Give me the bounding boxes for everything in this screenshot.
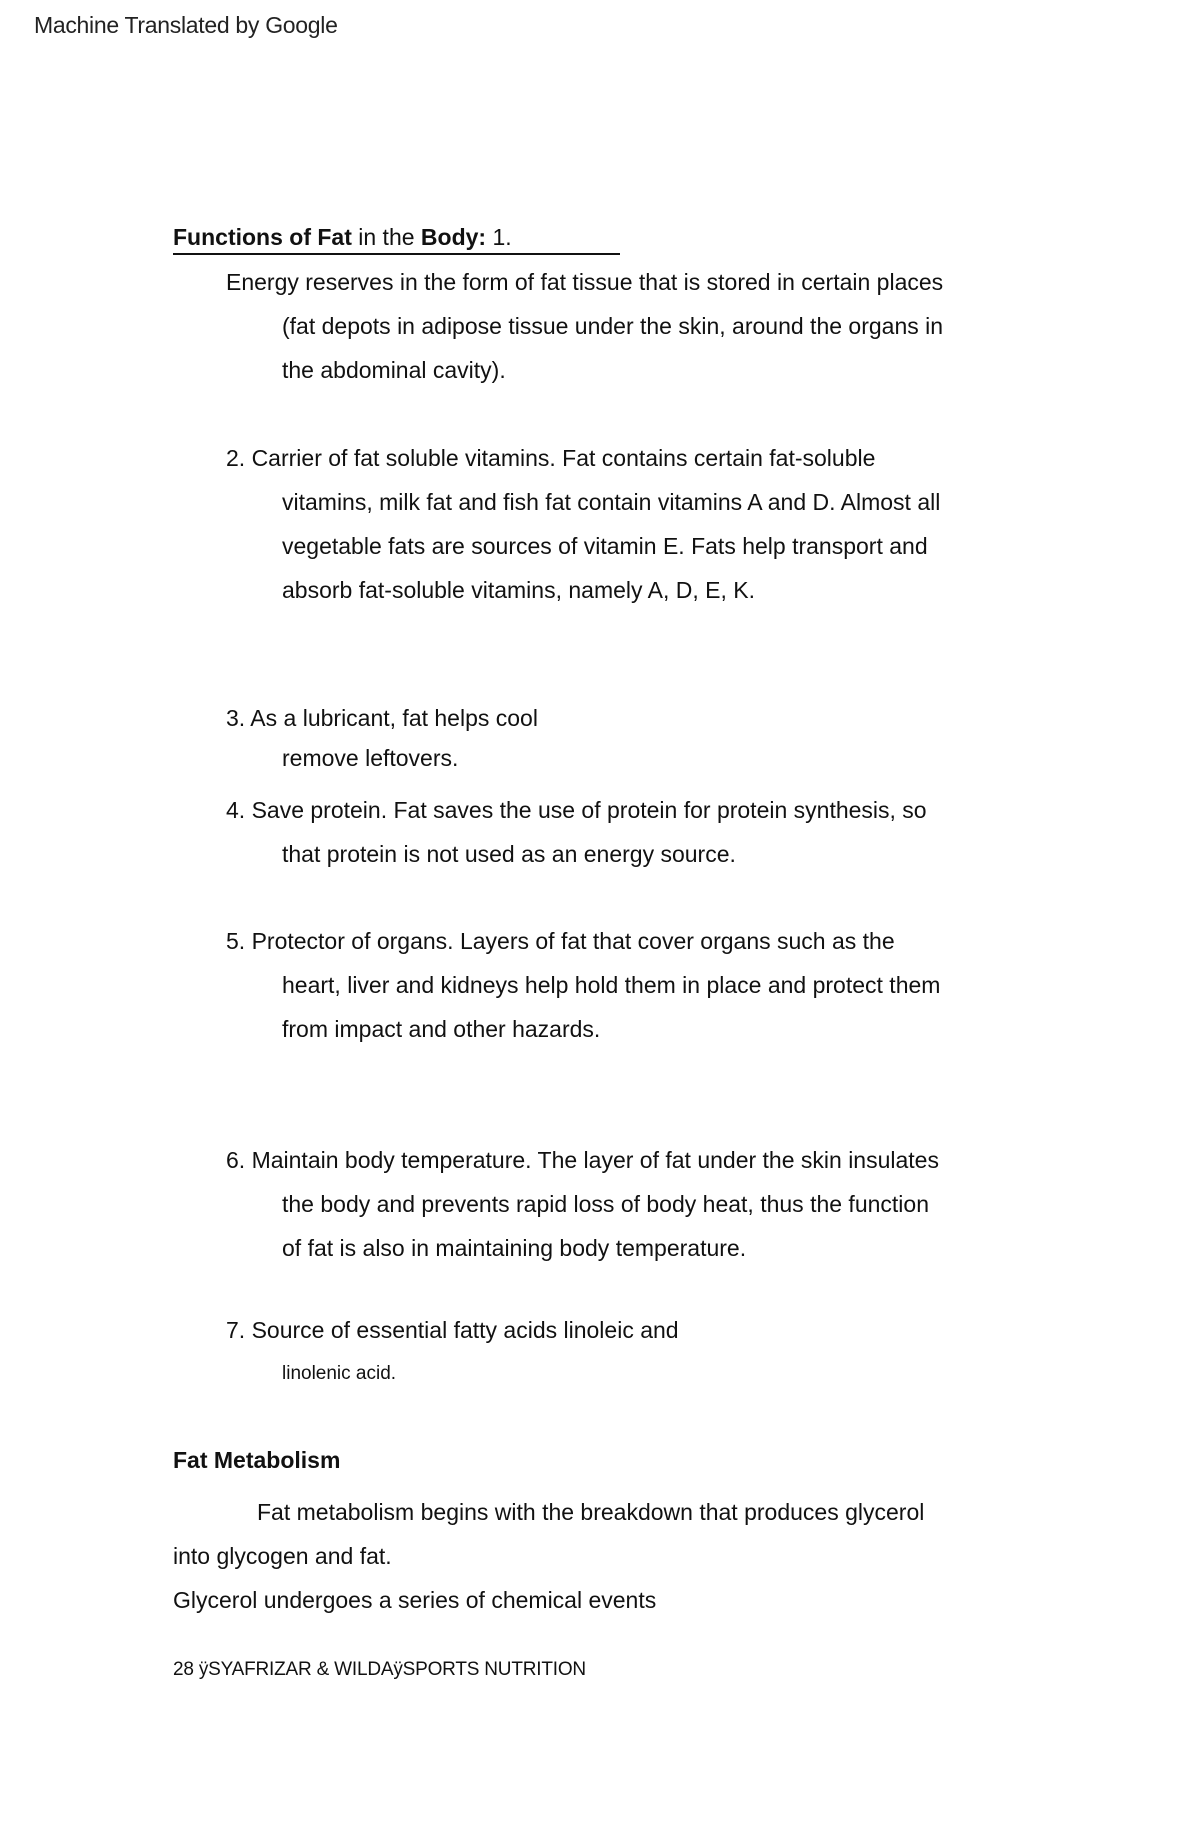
- list-item-line: (fat depots in adipose tissue under the skin, around the organs in: [282, 313, 944, 339]
- list-item-7: [226, 1308, 1046, 1396]
- list-item-4: [226, 788, 1046, 876]
- list-item-1: [226, 260, 1046, 392]
- page-footer: 28 ÿSYAFRIZAR & WILDAÿSPORTS NUTRITION: [173, 1659, 586, 1680]
- translation-banner: Machine Translated by Google: [34, 12, 338, 38]
- functions-heading: [173, 224, 620, 255]
- list-item-5: [226, 919, 1046, 1051]
- list-item-line: remove leftovers.: [282, 745, 459, 771]
- list-item-line: linolenic acid.: [282, 1363, 397, 1384]
- list-item-line: 4. Save protein. Fat saves the use of protein for protein synthesis, so: [226, 797, 927, 823]
- list-item-line: 5. Protector of organs. Layers of fat that cover organs such as the: [226, 928, 895, 954]
- list-item-line: of fat is also in maintaining body temperature.: [282, 1235, 747, 1261]
- heading-number: 1.: [486, 224, 512, 250]
- list-item-line: vegetable fats are sources of vitamin E. Fats help transport and: [282, 533, 928, 559]
- list-item-3: [226, 698, 1046, 778]
- list-item-line: heart, liver and kidneys help hold them in place and protect them: [282, 972, 941, 998]
- list-item-6: [226, 1138, 1046, 1270]
- section-title: Fat Metabolism: [173, 1447, 341, 1473]
- heading-connector: in the: [351, 224, 421, 250]
- list-item-line: the abdominal cavity).: [282, 357, 506, 383]
- list-item-line: 7. Source of essential fatty acids linoleic and: [226, 1317, 679, 1343]
- list-item-line: that protein is not used as an energy source.: [282, 841, 736, 867]
- list-item-2: [226, 436, 1046, 612]
- list-item-line: absorb fat-soluble vitamins, namely A, D, E, K.: [282, 577, 755, 603]
- list-item-line: vitamins, milk fat and fish fat contain vitamins A and D. Almost all: [282, 489, 941, 515]
- list-item-line: the body and prevents rapid loss of body heat, thus the function: [282, 1191, 929, 1217]
- list-item-line: 2. Carrier of fat soluble vitamins. Fat contains certain fat-soluble: [226, 445, 876, 471]
- paragraph-line: into glycogen and fat.: [173, 1543, 392, 1569]
- heading-bold-text-2: Body:: [420, 224, 487, 250]
- paragraph-line: Glycerol undergoes a series of chemical events: [173, 1587, 657, 1613]
- list-item-line: 3. As a lubricant, fat helps cool: [226, 705, 538, 731]
- list-item-line: Energy reserves in the form of fat tissue that is stored in certain places: [226, 269, 944, 295]
- heading-bold-text: Functions of Fat: [173, 224, 352, 250]
- list-item-line: from impact and other hazards.: [282, 1016, 601, 1042]
- list-item-line: 6. Maintain body temperature. The layer of fat under the skin insulates: [226, 1147, 939, 1173]
- paragraph: [173, 1490, 1053, 1622]
- paragraph-line: Fat metabolism begins with the breakdown that produces glycerol: [257, 1499, 925, 1525]
